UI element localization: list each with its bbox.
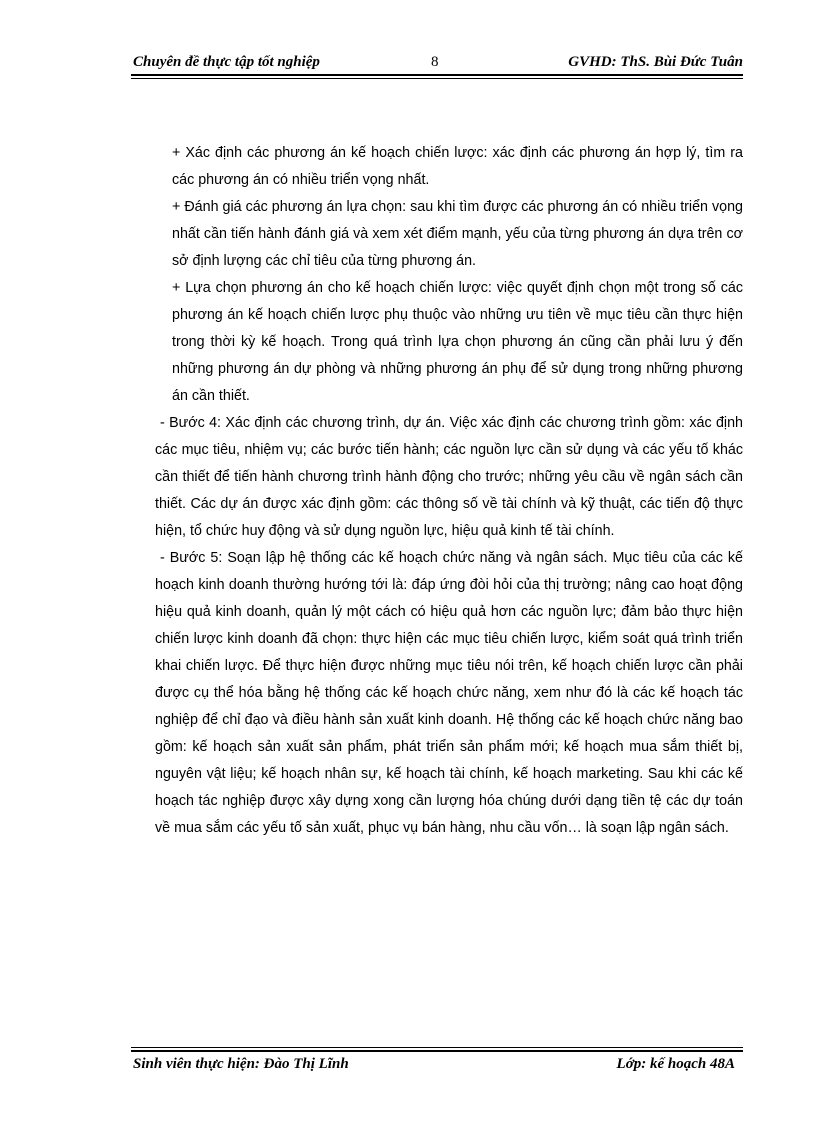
paragraph-option-selection: + Lựa chọn phương án cho kế hoạch chiến lược: việc quyết định chọn một trong số các phương án kế hoạch chiến lược phụ thuộc vào những ưu tiên về mục tiêu cần thực hiện trong thời kỳ kế hoạch. Trong quá trình lựa chọn phương án cũng cần phải lưu ý đến những phương án dự phòng và những phương án phụ để sử dụng trong những phương án cần thiết. (172, 280, 743, 404)
footer-student: Sinh viên thực hiện: Đào Thị Lĩnh (133, 1056, 349, 1072)
header-rule-thin (131, 78, 743, 79)
page-header (131, 52, 743, 74)
footer-class: Lớp: kế hoạch 48A (616, 1056, 735, 1072)
footer-rule-thin (131, 1047, 743, 1048)
header-advisor: GVHD: ThS. Bùi Đức Tuân (568, 54, 743, 70)
footer-rule-thick (131, 1050, 743, 1052)
paragraph-step-4: - Bước 4: Xác định các chương trình, dự án. Việc xác định các chương trình gồm: xác định các mục tiêu, nhiệm vụ; các bước tiến hành; các nguồn lực cần sử dụng và các yếu tố khác cần thiết để tiến hành chương trình hành động cho trước; những yêu cầu về ngân sách cần thiết. Các dự án được xác định gồm: các thông số về tài chính và kỹ thuật, các tiến độ thực hiện, tổ chức huy động và sử dụng nguồn lực, hiệu quả kinh tế tài chính. (155, 415, 743, 539)
header-title: Chuyên đề thực tập tốt nghiệp (133, 54, 320, 70)
paragraph-option-identification: + Xác định các phương án kế hoạch chiến lược: xác định các phương án hợp lý, tìm ra các phương án có nhiều triển vọng nhất. (172, 145, 743, 188)
paragraph-option-evaluation: + Đánh giá các phương án lựa chọn: sau khi tìm được các phương án có nhiều triển vọng nhất cần tiến hành đánh giá và xem xét điểm mạnh, yếu của từng phương án dựa trên cơ sở định lượng các chỉ tiêu của từng phương án. (172, 199, 743, 269)
page-footer (131, 1054, 743, 1076)
page-number: 8 (431, 54, 439, 70)
body-text (157, 140, 743, 842)
paragraph-step-5: - Bước 5: Soạn lập hệ thống các kế hoạch chức năng và ngân sách. Mục tiêu của các kế hoạch kinh doanh thường hướng tới là: đáp ứng đòi hỏi của thị trường; nâng cao hoạt động hiệu quả kinh doanh, quản lý một cách có hiệu quả hơn các nguồn lực; đảm bảo thực hiện chiến lược kinh doanh đã chọn: thực hiện các mục tiêu chiến lược, kiểm soát quá trình triển khai chiến lược. Để thực hiện được những mục tiêu nói trên, kế hoạch chiến lược cần phải được cụ thể hóa bằng hệ thống các kế hoạch chức năng, xem như đó là các kế hoạch tác nghiệp để chỉ đạo và điều hành sản xuất kinh doanh. Hệ thống các kế hoạch chức năng bao gồm: kế hoạch sản xuất sản phẩm, phát triển sản phẩm mới; kế hoạch mua sắm thiết bị, nguyên vật liệu; kế hoạch nhân sự, kế hoạch tài chính, kế hoạch marketing. Sau khi các kế hoạch tác nghiệp được xây dựng xong cần lượng hóa chúng dưới dạng tiền tệ các dự toán về mua sắm các yếu tố sản xuất, phục vụ bán hàng, nhu cầu vốn… là soạn lập ngân sách. (155, 550, 743, 836)
header-rule-thick (131, 74, 743, 76)
